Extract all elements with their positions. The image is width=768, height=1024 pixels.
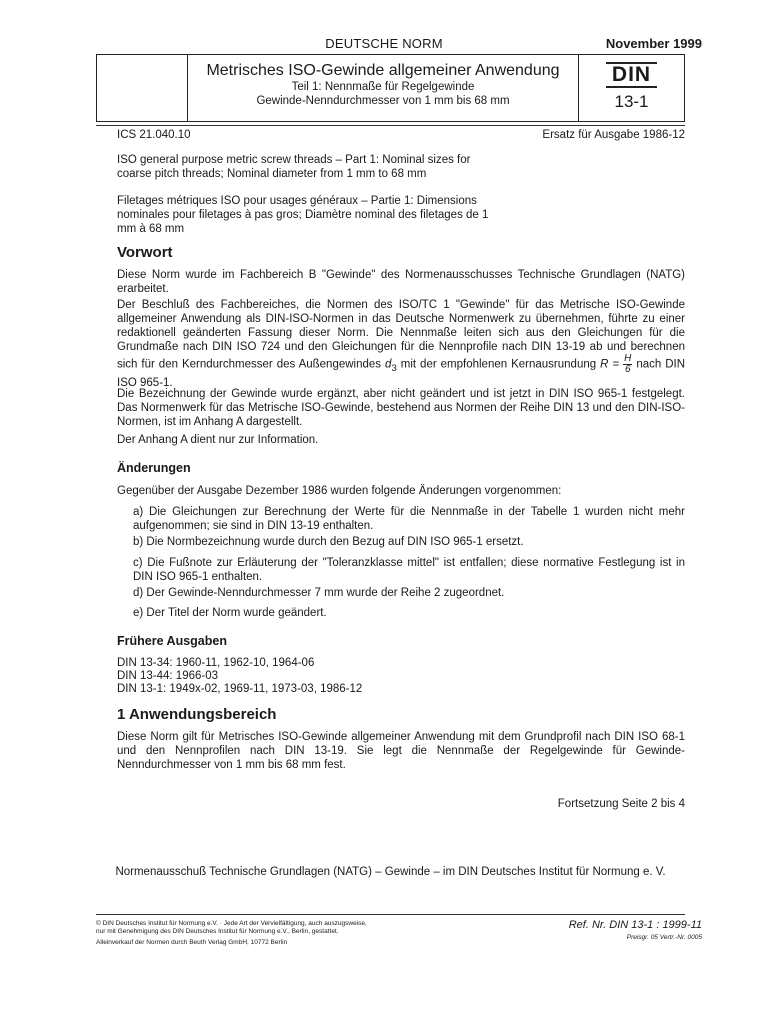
- vorwort-p2: [117, 298, 685, 390]
- din-logo-cell: [578, 55, 684, 121]
- vorwort-p2-text-b: mit der empfohlenen Kernausrundung: [400, 358, 597, 371]
- change-item-e: e) Der Titel der Norm wurde geändert.: [133, 607, 327, 619]
- price-group: Preisgr. 05 Vertr.-Nr. 0005: [626, 934, 702, 941]
- fraction-denominator: 6: [624, 364, 631, 375]
- vorwort-p1: Diese Norm wurde im Fachbereich B "Gewinde" des Normenausschusses Technische Grundlagen (NATG) erarbeitet.: [117, 269, 685, 295]
- title-part: Teil 1: Nennmaße für Regelgewinde: [291, 81, 475, 93]
- copyright-line-3: Alleinverkauf der Normen durch Beuth Verlag GmbH, 10772 Berlin: [96, 939, 288, 946]
- reference-number: Ref. Nr. DIN 13-1 : 1999-11: [568, 919, 702, 931]
- aenderungen-intro: Gegenüber der Ausgabe Dezember 1986 wurden folgende Änderungen vorgenommen:: [117, 485, 562, 497]
- fraction-h-over-6: [623, 354, 632, 375]
- title-french: Filetages métriques ISO pour usages généraux – Partie 1: Dimensions nominales pour filetages à pas gros; Diamètre nominal des filetages de 1 mm à 68 mm: [117, 195, 489, 235]
- vorwort-p2-text-c: nach DIN ISO 965-1.: [117, 358, 686, 389]
- fraction-numerator: H: [624, 353, 632, 364]
- earlier-edition-1: DIN 13-34: 1960-11, 1962-10, 1964-06: [117, 657, 315, 669]
- earlier-edition-2: DIN 13-44: 1966-03: [117, 670, 219, 682]
- var-d-sub: 3: [391, 362, 397, 374]
- footer-copyright: [96, 920, 476, 947]
- committee-line: Normenausschuß Technische Grundlagen (NATG) – Gewinde – im DIN Deutsches Institut für Normung e. V.: [115, 866, 666, 878]
- title-english: ISO general purpose metric screw threads – Part 1: Nominal sizes for coarse pitch threads; Nominal diameter from 1 mm to 68 mm: [117, 154, 471, 180]
- vorwort-p3: Die Bezeichnung der Gewinde wurde ergänzt, aber nicht geändert und ist jetzt in DIN ISO 965-1 festgelegt. Das Normenwerk für das Metrische ISO-Gewinde, bestehend aus Normen der Reihe DIN 13 und den DIN-ISO-Normen, ist im Anhang A dargestellt.: [117, 388, 685, 428]
- fruehere-heading: [117, 634, 685, 648]
- title-box: [96, 54, 685, 122]
- section1-title: 1 Anwendungsbereich: [117, 706, 277, 723]
- copyright-line-1: © DIN Deutsches Institut für Normung e.V. · Jede Art der Vervielfältigung, auch auszugsweise,: [96, 920, 367, 927]
- header-date: November 1999: [605, 36, 702, 51]
- aenderungen-heading: [117, 461, 685, 475]
- ics-code: ICS 21.040.10: [117, 129, 191, 141]
- title-main: Metrisches ISO-Gewinde allgemeiner Anwendung: [206, 62, 560, 79]
- fruehere-title: Frühere Ausgaben: [117, 634, 227, 648]
- title-range: Gewinde-Nenndurchmesser von 1 mm bis 68 mm: [256, 95, 510, 107]
- vorwort-heading: [117, 246, 685, 260]
- section1-text: Diese Norm gilt für Metrisches ISO-Gewinde allgemeiner Anwendung mit dem Grundprofil nach DIN ISO 68-1 und den Nennprofilen nach DIN 13-19. Sie legt die Nennmaße der Regelgewinde für Gewinde-Nenndurchmesser von 1 mm bis 68 mm fest.: [117, 731, 685, 771]
- change-item-c: c) Die Fußnote zur Erläuterung der "Toleranzklasse mittel" ist entfallen; diese normative Festlegung ist in DIN ISO 965-1 enthalten.: [133, 557, 685, 583]
- section1-heading: [117, 708, 685, 722]
- continuation-note: Fortsetzung Seite 2 bis 4: [557, 798, 685, 810]
- header-norm: DEUTSCHE NORM: [325, 36, 443, 51]
- change-item-d: d) Der Gewinde-Nenndurchmesser 7 mm wurde der Reihe 2 zugeordnet.: [133, 587, 505, 599]
- aenderungen-title: Änderungen: [117, 461, 191, 475]
- var-d: d: [385, 358, 392, 371]
- title-block: [189, 61, 577, 108]
- divider: [96, 125, 685, 126]
- vorwort-title: Vorwort: [117, 244, 173, 261]
- title-box-left-cell: [97, 55, 188, 121]
- vorwort-p4: Der Anhang A dient nur zur Information.: [117, 434, 319, 446]
- din-logo: DIN: [606, 62, 657, 88]
- change-item-b: b) Die Normbezeichnung wurde durch den Bezug auf DIN ISO 965-1 ersetzt.: [133, 536, 524, 548]
- earlier-edition-3: DIN 13-1: 1949x-02, 1969-11, 1973-03, 1986-12: [117, 683, 363, 695]
- footer-divider: [96, 914, 685, 915]
- copyright-line-2: nur mit Genehmigung des DIN Deutsches Institut für Normung e.V., Berlin, gestattet.: [96, 928, 339, 935]
- din-number: 13-1: [614, 92, 649, 111]
- replaces-edition: Ersatz für Ausgabe 1986-12: [542, 129, 685, 141]
- change-item-a: a) Die Gleichungen zur Berechnung der Werte für die Nennmaße in der Tabelle 1 wurden nicht mehr aufgenommen; sie sind in DIN 13-19 enthalten.: [133, 506, 685, 532]
- var-r: R =: [600, 358, 620, 371]
- vorwort-p2-text: Der Beschluß des Fachbereiches, die Normen des ISO/TC 1 "Gewinde" für das Metrische ISO-Gewinde allgemeiner Anwendung als DIN-ISO-Normen in das Deutsche Normenwerk zu übernehmen, führte zu einer redaktionell geänderten Fassung dieser Norm. Die Nennmaße leiten sich aus den Gleichungen für die Grundmaße nach DIN ISO 724 und den Gleichungen für die Nennprofile nach DIN 13-19 ab und berechnen sich für den Kerndurchmesser des Außengewindes: [117, 299, 685, 371]
